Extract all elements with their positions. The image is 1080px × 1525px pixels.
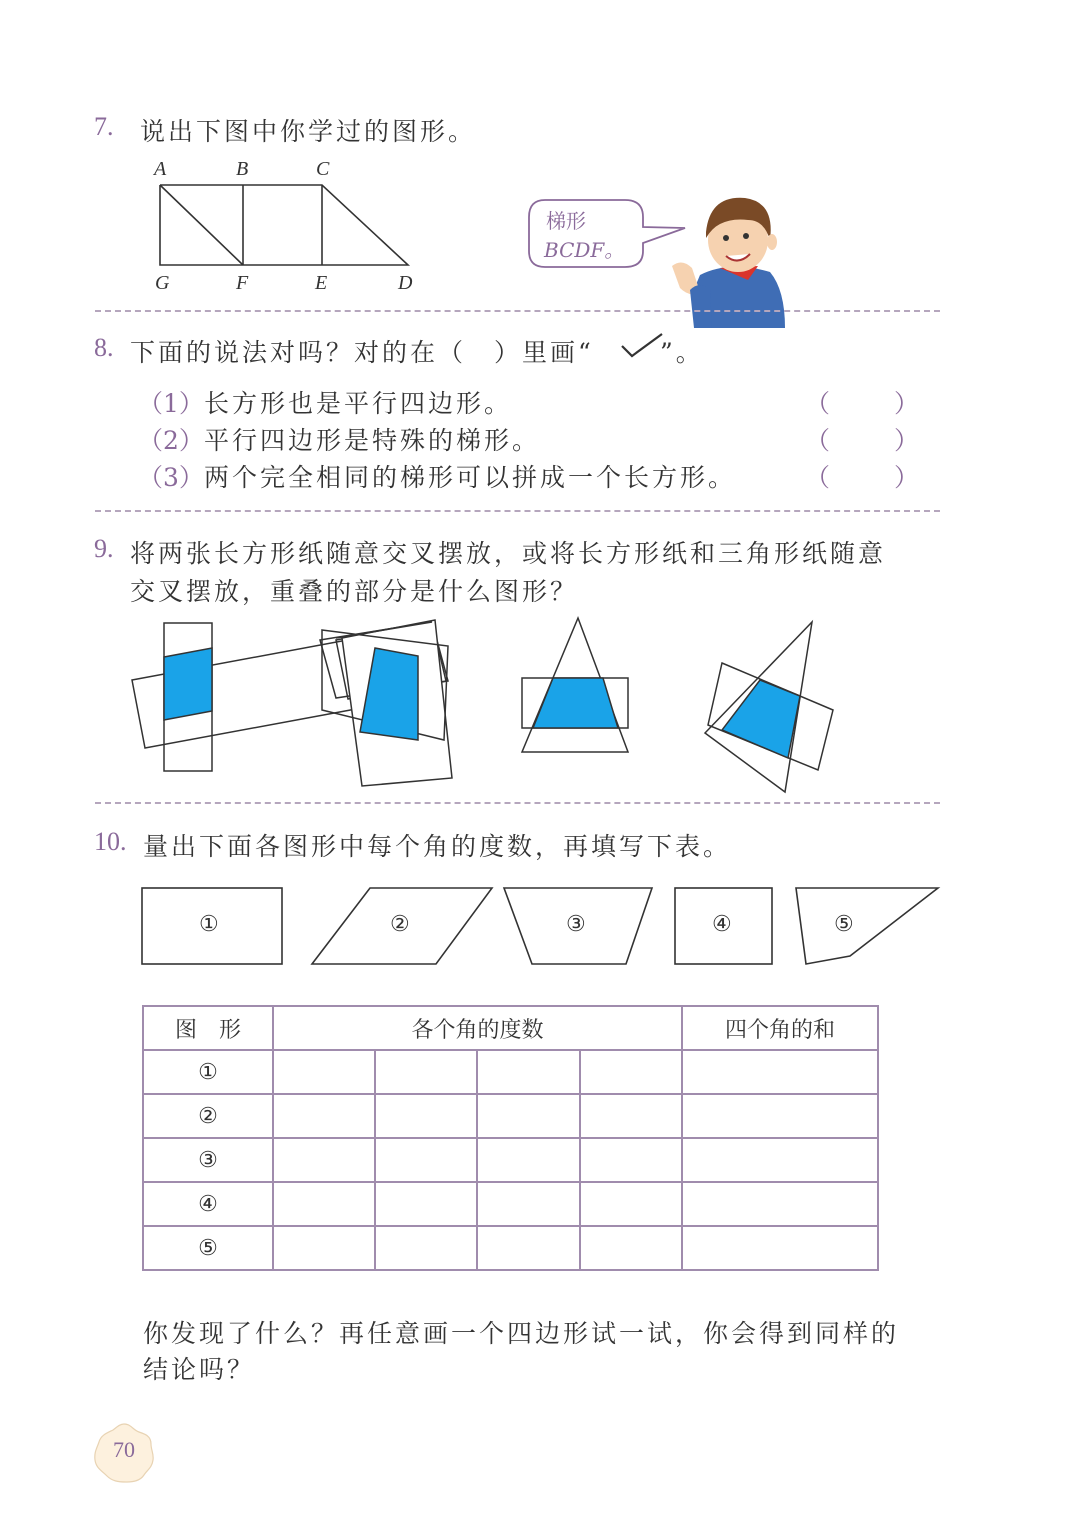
table-row xyxy=(143,1182,878,1226)
q8-item2-num: （2） xyxy=(138,426,204,455)
divider-2 xyxy=(95,510,940,512)
shape-5-label: ⑤ xyxy=(834,912,854,937)
angle-cell[interactable] xyxy=(273,1226,375,1270)
table-row xyxy=(143,1094,878,1138)
q7-number: 7. xyxy=(94,112,114,141)
q8-text-end: ”。 xyxy=(660,338,704,367)
q8-item3-num: （3） xyxy=(138,463,204,492)
angle-cell[interactable] xyxy=(273,1050,375,1094)
angle-cell[interactable] xyxy=(375,1138,477,1182)
speech-line1: 梯形 xyxy=(546,209,586,233)
row-label: ③ xyxy=(143,1138,273,1182)
q9-line1: 将两张长方形纸随意交叉摆放，或将长方形纸和三角形纸随意 xyxy=(130,539,887,568)
angles-table xyxy=(142,1005,879,1271)
q8-item2-text: 平行四边形是特殊的梯形。 xyxy=(204,426,541,455)
angle-cell[interactable] xyxy=(273,1182,375,1226)
sum-cell[interactable] xyxy=(682,1094,878,1138)
q10-followup-line1: 你发现了什么？再任意画一个四边形试一试，你会得到同样的 xyxy=(143,1319,900,1348)
angle-cell[interactable] xyxy=(273,1138,375,1182)
label-c: C xyxy=(316,158,330,180)
shape-5-quadrilateral xyxy=(796,888,938,964)
angle-cell[interactable] xyxy=(477,1094,579,1138)
label-a: A xyxy=(154,158,167,180)
shape-2-label: ② xyxy=(390,912,410,937)
q10-shapes xyxy=(130,880,950,975)
angle-cell[interactable] xyxy=(477,1050,579,1094)
sum-cell[interactable] xyxy=(682,1226,878,1270)
fig1-overlap xyxy=(164,648,212,720)
label-b: B xyxy=(236,158,249,180)
header-angles: 各个角的度数 xyxy=(273,1006,682,1050)
angle-cell[interactable] xyxy=(477,1226,579,1270)
q8-item3-text: 两个完全相同的梯形可以拼成一个长方形。 xyxy=(204,463,737,492)
fig3-overlap xyxy=(533,678,618,728)
angle-cell[interactable] xyxy=(477,1138,579,1182)
q8-item1-num: （1） xyxy=(138,389,204,418)
table-row xyxy=(143,1138,878,1182)
q7-diagonal-af xyxy=(160,185,243,265)
boy-illustration xyxy=(660,180,795,330)
angle-cell[interactable] xyxy=(477,1182,579,1226)
angle-cell[interactable] xyxy=(580,1226,682,1270)
row-label: ② xyxy=(143,1094,273,1138)
header-shape: 图 形 xyxy=(143,1006,273,1050)
angle-cell[interactable] xyxy=(580,1050,682,1094)
q8-item1-answer[interactable]: （ ） xyxy=(805,389,947,418)
table-row xyxy=(143,1050,878,1094)
angle-cell[interactable] xyxy=(580,1094,682,1138)
angle-cell[interactable] xyxy=(580,1182,682,1226)
sum-cell[interactable] xyxy=(682,1182,878,1226)
q7-outline xyxy=(160,185,408,265)
angle-cell[interactable] xyxy=(375,1050,477,1094)
sum-cell[interactable] xyxy=(682,1050,878,1094)
q8-item1-text: 长方形也是平行四边形。 xyxy=(204,389,513,418)
q8-text: 下面的说法对吗？对的在（ ）里画“ xyxy=(130,338,594,367)
q10-followup-line2: 结论吗？ xyxy=(143,1355,256,1384)
shape-1-label: ① xyxy=(199,912,219,937)
q10-text: 量出下面各图形中每个角的度数，再填写下表。 xyxy=(143,832,732,861)
divider-3 xyxy=(95,802,940,804)
fig4-overlap xyxy=(722,680,800,758)
shape-3-label: ③ xyxy=(566,912,586,937)
q7-text: 说出下图中你学过的图形。 xyxy=(140,117,477,146)
q10-number: 10. xyxy=(94,827,127,856)
q9-figures xyxy=(120,610,850,800)
table-header-row xyxy=(143,1006,878,1050)
page-number: 70 xyxy=(113,1437,135,1462)
q8-item2-answer[interactable]: （ ） xyxy=(805,426,947,455)
label-f: F xyxy=(236,272,249,294)
table-row xyxy=(143,1226,878,1270)
q8-number: 8. xyxy=(94,333,114,362)
sum-cell[interactable] xyxy=(682,1138,878,1182)
angle-cell[interactable] xyxy=(273,1094,375,1138)
shape-4-label: ④ xyxy=(712,912,732,937)
angle-cell[interactable] xyxy=(580,1138,682,1182)
q7-figure xyxy=(150,155,430,300)
angle-cell[interactable] xyxy=(375,1182,477,1226)
row-label: ④ xyxy=(143,1182,273,1226)
row-label: ① xyxy=(143,1050,273,1094)
label-d: D xyxy=(398,272,413,294)
divider-1 xyxy=(95,310,940,312)
header-sum: 四个角的和 xyxy=(682,1006,878,1050)
angle-cell[interactable] xyxy=(375,1226,477,1270)
q8-item3-answer[interactable]: （ ） xyxy=(805,463,947,492)
label-e: E xyxy=(315,272,328,294)
q9-number: 9. xyxy=(94,534,114,563)
q9-line2: 交叉摆放，重叠的部分是什么图形？ xyxy=(130,577,579,606)
row-label: ⑤ xyxy=(143,1226,273,1270)
label-g: G xyxy=(155,272,170,294)
speech-line2: BCDF。 xyxy=(544,238,625,262)
angle-cell[interactable] xyxy=(375,1094,477,1138)
